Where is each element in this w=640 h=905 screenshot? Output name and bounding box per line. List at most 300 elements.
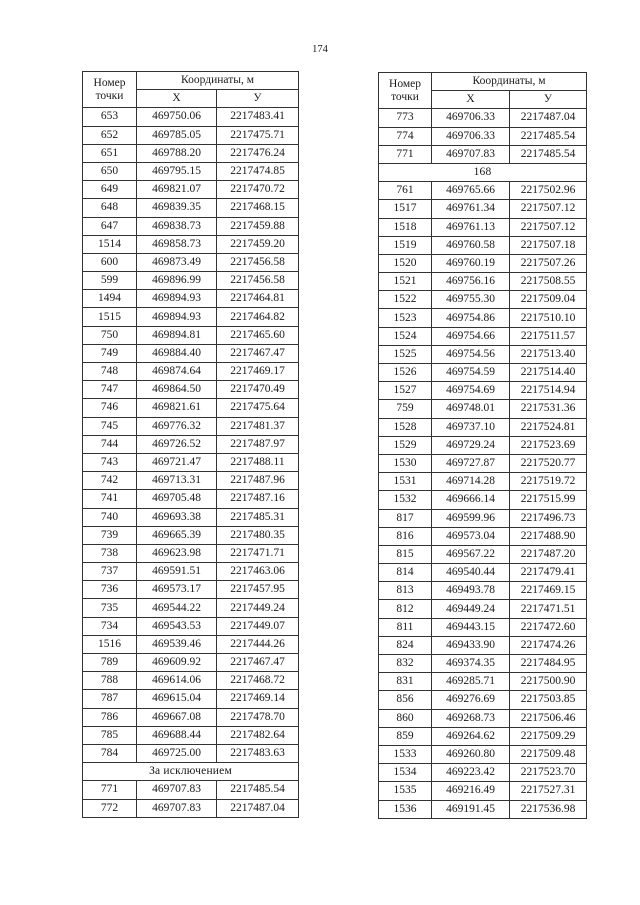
y-coordinate-cell: 2217456.58 (217, 272, 299, 290)
point-number-cell: 599 (83, 272, 137, 290)
table-row (379, 800, 587, 818)
point-number-cell: 1515 (83, 308, 137, 326)
table-row (379, 218, 587, 236)
y-coordinate-cell: 2217483.63 (217, 744, 299, 762)
point-number-cell: 1530 (379, 454, 432, 472)
x-coordinate-cell: 469896.99 (137, 272, 217, 290)
y-coordinate-cell: 2217449.24 (217, 599, 299, 617)
y-coordinate-cell: 2217485.54 (510, 145, 587, 163)
table-row (83, 526, 299, 544)
table-row (379, 345, 587, 363)
coordinates-header: Координаты, м (137, 72, 299, 90)
y-coordinate-cell: 2217513.40 (510, 345, 587, 363)
x-coordinate-cell: 469706.33 (432, 127, 510, 145)
table-row (83, 235, 299, 253)
x-coordinate-cell: 469721.47 (137, 453, 217, 471)
x-coordinate-cell: 469754.56 (432, 345, 510, 363)
x-coordinate-cell: 469713.31 (137, 472, 217, 490)
table-row (379, 418, 587, 436)
point-number-cell: 771 (379, 145, 432, 163)
table-row (379, 600, 587, 618)
y-coordinate-cell: 2217485.54 (510, 127, 587, 145)
x-coordinate-cell: 469884.40 (137, 344, 217, 362)
point-number-cell: 1494 (83, 290, 137, 308)
x-coordinate-cell: 469760.19 (432, 254, 510, 272)
point-number-cell: 653 (83, 108, 137, 126)
x-coordinate-cell: 469765.66 (432, 182, 510, 200)
point-number-cell: 1520 (379, 254, 432, 272)
y-coordinate-cell: 2217485.54 (217, 781, 299, 799)
table-row (379, 454, 587, 472)
point-number-cell: 749 (83, 344, 137, 362)
y-coordinate-cell: 2217507.26 (510, 254, 587, 272)
x-coordinate-cell: 469540.44 (432, 564, 510, 582)
table-row (83, 253, 299, 271)
point-number-cell: 1528 (379, 418, 432, 436)
y-coordinate-cell: 2217469.17 (217, 363, 299, 381)
x-coordinate-cell: 469748.01 (432, 400, 510, 418)
table-row (83, 108, 299, 126)
table-row (379, 400, 587, 418)
x-coordinate-cell: 469776.32 (137, 417, 217, 435)
x-coordinate-cell: 469754.69 (432, 382, 510, 400)
table-row (379, 527, 587, 545)
point-number-cell: 736 (83, 581, 137, 599)
point-number-cell: 1524 (379, 327, 432, 345)
point-number-cell: 647 (83, 217, 137, 235)
table-row (83, 672, 299, 690)
point-number-cell: 741 (83, 490, 137, 508)
x-coordinate-cell: 469894.81 (137, 326, 217, 344)
y-coordinate-cell: 2217523.69 (510, 436, 587, 454)
y-coordinate-cell: 2217507.12 (510, 200, 587, 218)
point-number-cell: 1535 (379, 782, 432, 800)
x-coordinate-cell: 469374.35 (432, 655, 510, 673)
point-number-cell: 816 (379, 527, 432, 545)
y-coordinate-cell: 2217487.96 (217, 472, 299, 490)
table-row (83, 617, 299, 635)
point-number-cell: 814 (379, 564, 432, 582)
y-coordinate-cell: 2217459.20 (217, 235, 299, 253)
y-coordinate-cell: 2217476.24 (217, 144, 299, 162)
table-row (379, 273, 587, 291)
y-coordinate-cell: 2217479.41 (510, 564, 587, 582)
x-coordinate-cell: 469821.07 (137, 181, 217, 199)
point-number-cell: 1536 (379, 800, 432, 818)
point-number-cell: 746 (83, 399, 137, 417)
y-coordinate-cell: 2217519.72 (510, 473, 587, 491)
y-coordinate-cell: 2217509.04 (510, 291, 587, 309)
table-row (83, 726, 299, 744)
y-coordinate-cell: 2217509.29 (510, 727, 587, 745)
x-coordinate-cell: 469754.59 (432, 364, 510, 382)
y-coordinate-cell: 2217485.31 (217, 508, 299, 526)
table-row (83, 126, 299, 144)
point-number-cell: 743 (83, 453, 137, 471)
x-coordinate-cell: 469539.46 (137, 635, 217, 653)
point-number-cell: 1534 (379, 764, 432, 782)
x-coordinate-cell: 469894.93 (137, 308, 217, 326)
point-number-cell: 739 (83, 526, 137, 544)
point-number-cell: 747 (83, 381, 137, 399)
table-row (379, 309, 587, 327)
table-row (83, 472, 299, 490)
point-number-cell: 737 (83, 563, 137, 581)
table-row (379, 673, 587, 691)
table-row (379, 582, 587, 600)
y-coordinate-cell: 2217475.71 (217, 126, 299, 144)
y-coordinate-cell: 2217503.85 (510, 691, 587, 709)
y-coordinate-cell: 2217467.47 (217, 654, 299, 672)
point-number-cell: 785 (83, 726, 137, 744)
x-coordinate-cell: 469223.42 (432, 764, 510, 782)
table-row (379, 709, 587, 727)
y-coordinate-cell: 2217487.04 (217, 799, 299, 817)
point-number-cell: 1519 (379, 236, 432, 254)
x-coordinate-cell: 469216.49 (432, 782, 510, 800)
point-number-cell: 1522 (379, 291, 432, 309)
point-number-cell: 1532 (379, 491, 432, 509)
y-coordinate-cell: 2217507.18 (510, 236, 587, 254)
x-coordinate-cell: 469493.78 (432, 582, 510, 600)
point-number-cell: 652 (83, 126, 137, 144)
y-coordinate-cell: 2217474.26 (510, 636, 587, 654)
point-number-cell: 745 (83, 417, 137, 435)
y-coordinate-cell: 2217465.60 (217, 326, 299, 344)
y-coordinate-cell: 2217459.88 (217, 217, 299, 235)
table-row (83, 799, 299, 817)
y-coordinate-cell: 2217487.20 (510, 545, 587, 563)
y-coordinate-cell: 2217520.77 (510, 454, 587, 472)
point-number-cell: 750 (83, 326, 137, 344)
x-coordinate-cell: 469573.17 (137, 581, 217, 599)
y-coordinate-cell: 2217464.81 (217, 290, 299, 308)
x-coordinate-cell: 469443.15 (432, 618, 510, 636)
point-number-cell: 772 (83, 799, 137, 817)
point-number-cell: 1526 (379, 364, 432, 382)
y-coordinate-cell: 2217483.41 (217, 108, 299, 126)
y-coordinate-cell: 2217474.85 (217, 162, 299, 180)
x-coordinate-cell: 469449.24 (432, 600, 510, 618)
y-header: У (510, 91, 587, 109)
x-coordinate-cell: 469665.39 (137, 526, 217, 544)
point-number-header: Номер точки (83, 72, 137, 108)
table-row (83, 363, 299, 381)
point-number-cell: 788 (83, 672, 137, 690)
table-row (83, 690, 299, 708)
x-coordinate-cell: 469761.13 (432, 218, 510, 236)
y-coordinate-cell: 2217527.31 (510, 782, 587, 800)
table-row (83, 581, 299, 599)
table-row (379, 236, 587, 254)
section-row (379, 163, 587, 181)
y-coordinate-cell: 2217463.06 (217, 563, 299, 581)
y-coordinate-cell: 2217502.96 (510, 182, 587, 200)
y-coordinate-cell: 2217515.99 (510, 491, 587, 509)
table-row (379, 745, 587, 763)
table-row (379, 182, 587, 200)
point-number-cell: 773 (379, 109, 432, 127)
table-row (83, 490, 299, 508)
x-coordinate-cell: 469729.24 (432, 436, 510, 454)
x-header: X (137, 90, 217, 108)
table-row (83, 381, 299, 399)
y-coordinate-cell: 2217464.82 (217, 308, 299, 326)
x-coordinate-cell: 469727.87 (432, 454, 510, 472)
y-coordinate-cell: 2217496.73 (510, 509, 587, 527)
y-coordinate-cell: 2217468.15 (217, 199, 299, 217)
point-number-cell: 738 (83, 544, 137, 562)
x-coordinate-cell: 469894.93 (137, 290, 217, 308)
y-coordinate-cell: 2217481.37 (217, 417, 299, 435)
section-row (83, 763, 299, 781)
y-coordinate-cell: 2217524.81 (510, 418, 587, 436)
table-row (379, 764, 587, 782)
x-coordinate-cell: 469591.51 (137, 563, 217, 581)
table-row (83, 599, 299, 617)
table-row (379, 473, 587, 491)
table-row (83, 272, 299, 290)
y-coordinate-cell: 2217514.94 (510, 382, 587, 400)
y-coordinate-cell: 2217457.95 (217, 581, 299, 599)
x-coordinate-cell: 469268.73 (432, 709, 510, 727)
point-number-cell: 1523 (379, 309, 432, 327)
point-number-cell: 815 (379, 545, 432, 563)
table-row (83, 635, 299, 653)
point-number-cell: 1527 (379, 382, 432, 400)
x-coordinate-cell: 469705.48 (137, 490, 217, 508)
point-number-cell: 648 (83, 199, 137, 217)
x-coordinate-cell: 469543.53 (137, 617, 217, 635)
x-coordinate-cell: 469760.58 (432, 236, 510, 254)
y-coordinate-cell: 2217482.64 (217, 726, 299, 744)
point-number-cell: 1531 (379, 473, 432, 491)
y-coordinate-cell: 2217487.04 (510, 109, 587, 127)
point-number-cell: 787 (83, 690, 137, 708)
y-coordinate-cell: 2217508.55 (510, 273, 587, 291)
table-row (83, 744, 299, 762)
x-coordinate-cell: 469725.00 (137, 744, 217, 762)
point-number-cell: 774 (379, 127, 432, 145)
table-row (379, 618, 587, 636)
point-number-header: Номер точки (379, 73, 432, 109)
point-number-cell: 860 (379, 709, 432, 727)
y-coordinate-cell: 2217531.36 (510, 400, 587, 418)
y-coordinate-cell: 2217470.72 (217, 181, 299, 199)
table-row (379, 636, 587, 654)
y-coordinate-cell: 2217470.49 (217, 381, 299, 399)
table-row (83, 308, 299, 326)
section-label: 168 (379, 163, 587, 181)
x-coordinate-cell: 469785.05 (137, 126, 217, 144)
table-row (379, 364, 587, 382)
point-number-cell: 600 (83, 253, 137, 271)
y-coordinate-cell: 2217506.46 (510, 709, 587, 727)
table-row (83, 654, 299, 672)
x-coordinate-cell: 469839.35 (137, 199, 217, 217)
table-row (83, 508, 299, 526)
table-row (379, 200, 587, 218)
x-coordinate-cell: 469821.61 (137, 399, 217, 417)
point-number-cell: 831 (379, 673, 432, 691)
table-row (379, 145, 587, 163)
table-row (379, 436, 587, 454)
y-coordinate-cell: 2217484.95 (510, 655, 587, 673)
y-coordinate-cell: 2217444.26 (217, 635, 299, 653)
point-number-cell: 811 (379, 618, 432, 636)
point-number-cell: 748 (83, 363, 137, 381)
point-number-cell: 759 (379, 400, 432, 418)
x-coordinate-cell: 469761.34 (432, 200, 510, 218)
point-number-cell: 1517 (379, 200, 432, 218)
point-number-cell: 812 (379, 600, 432, 618)
x-coordinate-cell: 469615.04 (137, 690, 217, 708)
y-coordinate-cell: 2217468.72 (217, 672, 299, 690)
table-row (379, 727, 587, 745)
x-coordinate-cell: 469573.04 (432, 527, 510, 545)
table-row (83, 217, 299, 235)
x-coordinate-cell: 469754.66 (432, 327, 510, 345)
y-coordinate-cell: 2217469.15 (510, 582, 587, 600)
y-coordinate-cell: 2217487.97 (217, 435, 299, 453)
table-row (83, 181, 299, 199)
coordinates-table-right (378, 72, 587, 819)
x-coordinate-cell: 469599.96 (432, 509, 510, 527)
x-header: X (432, 91, 510, 109)
table-row (379, 782, 587, 800)
table-row (83, 708, 299, 726)
point-number-cell: 771 (83, 781, 137, 799)
x-coordinate-cell: 469614.06 (137, 672, 217, 690)
point-number-cell: 1521 (379, 273, 432, 291)
x-coordinate-cell: 469666.14 (432, 491, 510, 509)
y-coordinate-cell: 2217487.16 (217, 490, 299, 508)
table-row (379, 509, 587, 527)
x-coordinate-cell: 469285.71 (432, 673, 510, 691)
x-coordinate-cell: 469750.06 (137, 108, 217, 126)
point-number-cell: 650 (83, 162, 137, 180)
y-coordinate-cell: 2217471.51 (510, 600, 587, 618)
point-number-cell: 734 (83, 617, 137, 635)
x-coordinate-cell: 469873.49 (137, 253, 217, 271)
right-table-body (379, 109, 587, 818)
table-row (379, 564, 587, 582)
table-row (379, 254, 587, 272)
table-row (379, 655, 587, 673)
x-coordinate-cell: 469567.22 (432, 545, 510, 563)
y-coordinate-cell: 2217509.48 (510, 745, 587, 763)
x-coordinate-cell: 469864.50 (137, 381, 217, 399)
y-coordinate-cell: 2217467.47 (217, 344, 299, 362)
point-number-cell: 735 (83, 599, 137, 617)
x-coordinate-cell: 469707.83 (137, 781, 217, 799)
y-coordinate-cell: 2217472.60 (510, 618, 587, 636)
coordinates-table-left (82, 71, 299, 818)
y-coordinate-cell: 2217469.14 (217, 690, 299, 708)
x-coordinate-cell: 469706.33 (432, 109, 510, 127)
table-row (379, 291, 587, 309)
x-coordinate-cell: 469623.98 (137, 544, 217, 562)
y-coordinate-cell: 2217456.58 (217, 253, 299, 271)
x-coordinate-cell: 469737.10 (432, 418, 510, 436)
x-coordinate-cell: 469276.69 (432, 691, 510, 709)
table-row (83, 199, 299, 217)
point-number-cell: 742 (83, 472, 137, 490)
page-number: 174 (312, 44, 328, 55)
point-number-cell: 1529 (379, 436, 432, 454)
point-number-cell: 784 (83, 744, 137, 762)
table-row (83, 326, 299, 344)
left-table-body (83, 108, 299, 817)
y-coordinate-cell: 2217478.70 (217, 708, 299, 726)
y-header: У (217, 90, 299, 108)
y-coordinate-cell: 2217511.57 (510, 327, 587, 345)
coordinates-header: Координаты, м (432, 73, 587, 91)
point-number-cell: 761 (379, 182, 432, 200)
table-row (83, 290, 299, 308)
y-coordinate-cell: 2217480.35 (217, 526, 299, 544)
point-number-cell: 824 (379, 636, 432, 654)
point-number-cell: 786 (83, 708, 137, 726)
table-row (83, 162, 299, 180)
point-number-cell: 813 (379, 582, 432, 600)
point-number-cell: 744 (83, 435, 137, 453)
y-coordinate-cell: 2217510.10 (510, 309, 587, 327)
x-coordinate-cell: 469707.83 (432, 145, 510, 163)
table-row (83, 344, 299, 362)
x-coordinate-cell: 469714.28 (432, 473, 510, 491)
x-coordinate-cell: 469858.73 (137, 235, 217, 253)
x-coordinate-cell: 469667.08 (137, 708, 217, 726)
x-coordinate-cell: 469788.20 (137, 144, 217, 162)
point-number-cell: 1533 (379, 745, 432, 763)
point-number-cell: 832 (379, 655, 432, 673)
table-row (83, 417, 299, 435)
x-coordinate-cell: 469707.83 (137, 799, 217, 817)
x-coordinate-cell: 469544.22 (137, 599, 217, 617)
point-number-cell: 1516 (83, 635, 137, 653)
table-row (83, 544, 299, 562)
table-row (379, 327, 587, 345)
x-coordinate-cell: 469693.38 (137, 508, 217, 526)
table-row (83, 144, 299, 162)
table-row (83, 435, 299, 453)
x-coordinate-cell: 469688.44 (137, 726, 217, 744)
table-row (379, 382, 587, 400)
point-number-cell: 789 (83, 654, 137, 672)
x-coordinate-cell: 469264.62 (432, 727, 510, 745)
y-coordinate-cell: 2217514.40 (510, 364, 587, 382)
point-number-cell: 817 (379, 509, 432, 527)
table-row (379, 545, 587, 563)
x-coordinate-cell: 469874.64 (137, 363, 217, 381)
table-row (379, 109, 587, 127)
y-coordinate-cell: 2217488.11 (217, 453, 299, 471)
x-coordinate-cell: 469755.30 (432, 291, 510, 309)
table-row (83, 453, 299, 471)
point-number-cell: 859 (379, 727, 432, 745)
y-coordinate-cell: 2217500.90 (510, 673, 587, 691)
point-number-cell: 649 (83, 181, 137, 199)
table-row (379, 491, 587, 509)
y-coordinate-cell: 2217471.71 (217, 544, 299, 562)
x-coordinate-cell: 469756.16 (432, 273, 510, 291)
y-coordinate-cell: 2217449.07 (217, 617, 299, 635)
table-row (83, 781, 299, 799)
x-coordinate-cell: 469191.45 (432, 800, 510, 818)
x-coordinate-cell: 469433.90 (432, 636, 510, 654)
x-coordinate-cell: 469754.86 (432, 309, 510, 327)
